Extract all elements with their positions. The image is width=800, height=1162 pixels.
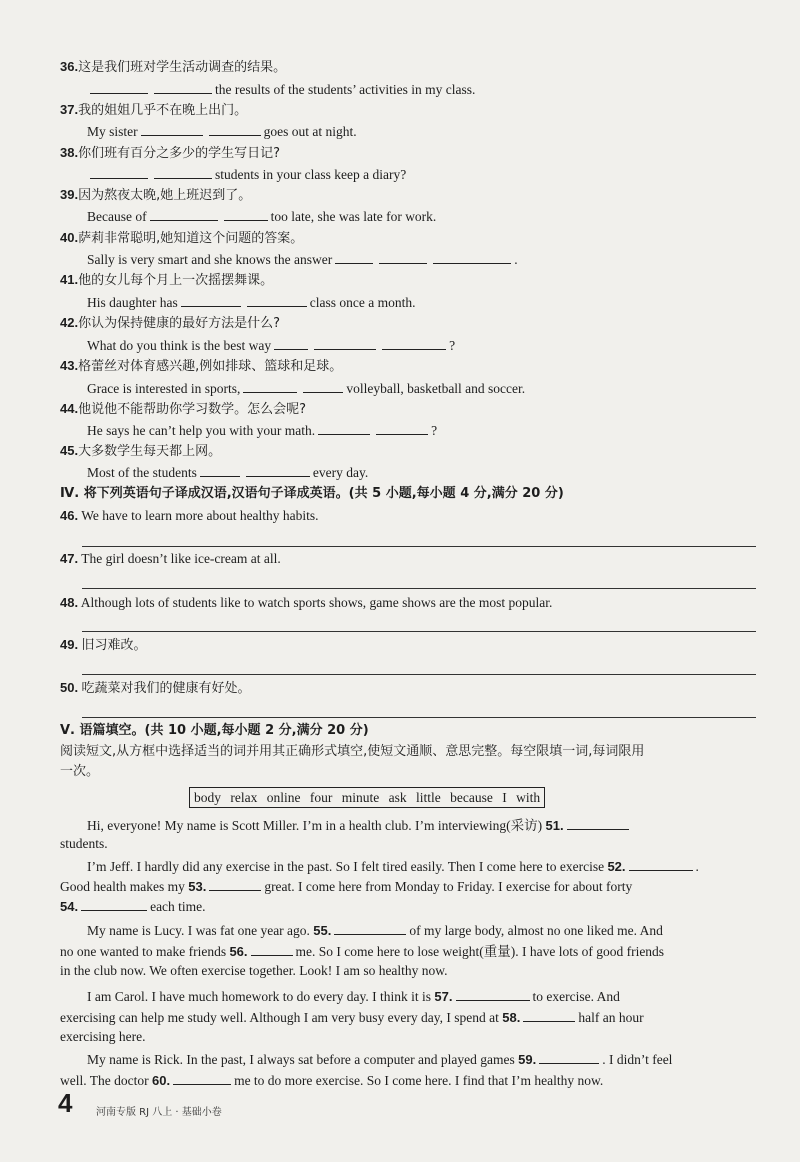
- answer-blank[interactable]: [376, 421, 428, 435]
- passage-text: well. The doctor: [60, 1073, 149, 1088]
- english-sentence: What do you think is the best way: [87, 338, 272, 353]
- answer-blank[interactable]: [141, 122, 203, 136]
- question-number: 47.: [60, 551, 79, 566]
- sentence-text: The girl doesn’t like ice-cream at all.: [81, 551, 281, 566]
- answer-line[interactable]: [82, 717, 756, 718]
- passage-line: I’m Jeff. I hardly did any exercise in the past. So I felt tired easily. Then I come here to exercise 52. .: [87, 859, 699, 874]
- passage-line: [87, 987, 620, 1006]
- question-42-cn: [60, 314, 280, 333]
- english-sentence: ?: [449, 338, 456, 353]
- answer-blank-54[interactable]: [81, 897, 147, 911]
- question-40-cn: [60, 229, 303, 248]
- answer-blank[interactable]: [318, 421, 370, 435]
- question-45-cn: [60, 442, 221, 461]
- question-number: 40.: [60, 230, 79, 245]
- chinese-sentence: 因为熬夜太晚,她上班迟到了。: [78, 188, 252, 203]
- passage-line: [60, 877, 632, 896]
- answer-line[interactable]: [82, 546, 756, 547]
- chinese-sentence: 格蕾丝对体育感兴趣,例如排球、篮球和足球。: [78, 359, 343, 374]
- chinese-sentence: 他说他不能帮助你学习数学。怎么会呢?: [78, 402, 306, 417]
- passage-line: [60, 1008, 644, 1027]
- passage-line: [60, 1028, 145, 1046]
- word-bank-item: body: [194, 790, 221, 805]
- passage-text: My name is Rick. In the past, I always sat before a computer and played games: [87, 1052, 515, 1067]
- section-5-instruction-cont: 一次。: [60, 764, 100, 779]
- english-sentence: every day.: [312, 465, 369, 480]
- passage-text: . I didn’t feel: [602, 1052, 673, 1067]
- passage-text: in the club now. We often exercise together. Look! I am so healthy now.: [60, 963, 448, 978]
- question-44-en: [87, 421, 437, 440]
- passage-text: half an hour: [578, 1010, 644, 1025]
- question-number: 49.: [60, 637, 79, 652]
- answer-line[interactable]: [82, 631, 756, 632]
- passage-text: each time.: [150, 899, 206, 914]
- english-sentence: goes out at night.: [263, 124, 357, 139]
- english-sentence: class once a month.: [309, 295, 416, 310]
- answer-blank[interactable]: [303, 379, 343, 393]
- word-bank-item: relax: [230, 790, 258, 805]
- answer-blank[interactable]: [90, 165, 148, 179]
- answer-blank[interactable]: [154, 165, 212, 179]
- english-sentence: Sally is very smart and she knows the answer: [87, 252, 333, 267]
- passage-line: [60, 835, 108, 853]
- answer-blank[interactable]: [150, 207, 218, 221]
- question-41-en: [87, 293, 415, 312]
- question-45-en: [87, 463, 368, 482]
- question-number: 45.: [60, 443, 79, 458]
- blank-number: 60.: [151, 1073, 171, 1088]
- section-5-heading: Ⅴ. 语篇填空。(共 10 小题,每小题 2 分,满分 20 分): [60, 723, 369, 738]
- english-sentence: students in your class keep a diary?: [215, 167, 407, 182]
- blank-number: 59.: [518, 1052, 537, 1067]
- question-number: 36.: [60, 59, 79, 74]
- english-sentence: Most of the students: [87, 465, 197, 480]
- passage-text: exercising can help me study well. Although I am very busy every day, I spend at: [60, 1010, 499, 1025]
- section-4-heading: Ⅳ. 将下列英语句子译成汉语,汉语句子译成英语。(共 5 小题,每小题 4 分,满分 20 分): [60, 486, 564, 501]
- answer-blank[interactable]: [209, 122, 261, 136]
- answer-blank[interactable]: [247, 293, 307, 307]
- passage-text: me to do more exercise. So I come here. I find that I’m healthy now.: [234, 1073, 604, 1088]
- answer-blank[interactable]: [314, 336, 376, 350]
- chinese-sentence: 这是我们班对学生活动调查的结果。: [78, 60, 287, 75]
- question-number: 37.: [60, 102, 79, 117]
- blank-number: 52.: [607, 859, 626, 874]
- answer-blank-60[interactable]: [173, 1071, 231, 1085]
- answer-blank-51[interactable]: [567, 816, 629, 830]
- chinese-sentence: 大多数学生每天都上网。: [78, 444, 222, 459]
- question-number: 38.: [60, 145, 79, 160]
- question-43-en: [87, 379, 525, 398]
- english-sentence: His daughter has: [87, 295, 178, 310]
- blank-number: 57.: [434, 989, 453, 1004]
- english-sentence: the results of the students’ activities in my class.: [215, 82, 476, 97]
- answer-blank[interactable]: [382, 336, 446, 350]
- question-49: [60, 636, 146, 655]
- answer-blank[interactable]: [274, 336, 308, 350]
- blank-number: 58.: [502, 1010, 521, 1025]
- passage-line: [60, 942, 664, 961]
- sentence-text: 旧习难改。: [81, 638, 147, 653]
- passage-text: My name is Lucy. I was fat one year ago.: [87, 923, 310, 938]
- sentence-text: We have to learn more about healthy habits.: [81, 508, 319, 523]
- question-48: [60, 594, 552, 612]
- answer-blank[interactable]: [181, 293, 241, 307]
- passage-text: to exercise. And: [532, 989, 620, 1004]
- question-44-cn: [60, 400, 306, 419]
- english-sentence: Grace is interested in sports,: [87, 381, 241, 396]
- passage-text: I’m Jeff. I hardly did any exercise in the past. So I felt tired easily. Then I come here to exercise: [87, 859, 605, 874]
- word-bank-item: little: [415, 790, 441, 805]
- question-number: 42.: [60, 315, 79, 330]
- english-sentence: He says he can’t help you with your math.: [87, 423, 316, 438]
- blank-number: 51.: [545, 818, 564, 833]
- question-39-cn: [60, 186, 251, 205]
- passage-line: [60, 1071, 603, 1090]
- answer-blank[interactable]: [154, 80, 212, 94]
- answer-blank[interactable]: [200, 463, 240, 477]
- passage-text: exercising here.: [60, 1029, 146, 1044]
- answer-blank[interactable]: [90, 80, 148, 94]
- question-41-cn: [60, 271, 273, 290]
- passage-text: Good health makes my: [60, 879, 185, 894]
- passage-text: students.: [60, 836, 108, 851]
- answer-blank[interactable]: [379, 250, 427, 264]
- answer-blank-53[interactable]: [209, 877, 261, 891]
- english-sentence: My sister: [87, 124, 138, 139]
- question-42-en: [87, 336, 455, 355]
- question-36-cn: [60, 58, 286, 77]
- word-bank-box: [189, 787, 545, 808]
- word-bank-item: ask: [388, 790, 407, 805]
- section-5-instruction: 阅读短文,从方框中选择适当的词并用其正确形式填空,使短文通顺、意思完整。每空限填一词,每词限用: [60, 744, 645, 759]
- answer-blank[interactable]: [224, 207, 268, 221]
- english-sentence: .: [514, 252, 518, 267]
- passage-line: [87, 1050, 672, 1069]
- chinese-sentence: 我的姐姐几乎不在晚上出门。: [78, 103, 248, 118]
- answer-blank-57[interactable]: [456, 987, 530, 1001]
- english-sentence: Because of: [87, 209, 147, 224]
- chinese-sentence: 你们班有百分之多少的学生写日记?: [78, 146, 280, 161]
- passage-line: [87, 921, 663, 940]
- footer-caption: 河南专版 RJ 八上 · 基础小卷: [96, 1107, 222, 1118]
- word-bank-item: online: [266, 790, 301, 805]
- question-40-en: [87, 250, 518, 269]
- answer-blank-55[interactable]: [334, 921, 406, 935]
- chinese-sentence: 你认为保持健康的最好方法是什么?: [78, 316, 280, 331]
- question-38-cn: [60, 144, 280, 163]
- answer-blank[interactable]: [243, 379, 297, 393]
- word-bank-item: four: [309, 790, 333, 805]
- answer-blank[interactable]: [433, 250, 511, 264]
- passage-line: [87, 816, 632, 835]
- question-43-cn: [60, 357, 342, 376]
- english-sentence: volleyball, basketball and soccer.: [346, 381, 526, 396]
- passage-line: [60, 897, 206, 916]
- english-sentence: too late, she was late for work.: [270, 209, 437, 224]
- question-number: 46.: [60, 508, 79, 523]
- word-bank-item: because: [450, 790, 493, 805]
- answer-blank-59[interactable]: [539, 1050, 599, 1064]
- chinese-sentence: 萨莉非常聪明,她知道这个问题的答案。: [78, 231, 304, 246]
- answer-blank[interactable]: [246, 463, 310, 477]
- question-number: 39.: [60, 187, 79, 202]
- question-50: [60, 679, 250, 698]
- word-bank-item: with: [516, 790, 541, 805]
- sentence-text: Although lots of students like to watch sports shows, game shows are the most popular.: [80, 595, 553, 610]
- english-sentence: ?: [431, 423, 438, 438]
- question-46: [60, 507, 319, 525]
- blank-number: 54.: [60, 899, 79, 914]
- passage-text: Hi, everyone! My name is Scott Miller. I’m in a health club. I’m interviewing(采访): [87, 818, 543, 833]
- passage-text: no one wanted to make friends: [60, 944, 227, 959]
- question-37-cn: [60, 101, 247, 120]
- answer-blank-56[interactable]: [251, 942, 293, 956]
- question-36-en: [87, 80, 475, 99]
- blank-number: 55.: [313, 923, 332, 938]
- passage-text: I am Carol. I have much homework to do every day. I think it is: [87, 989, 432, 1004]
- answer-blank-58[interactable]: [523, 1008, 575, 1022]
- answer-blank-52[interactable]: [629, 857, 693, 871]
- question-number: 48.: [60, 595, 79, 610]
- question-number: 50.: [60, 680, 79, 695]
- passage-text: great. I come here from Monday to Friday. I exercise for about forty: [264, 879, 633, 894]
- answer-line[interactable]: [82, 588, 756, 589]
- word-bank-item: minute: [341, 790, 380, 805]
- question-47: [60, 550, 281, 568]
- blank-number: 56.: [229, 944, 248, 959]
- chinese-sentence: 他的女儿每个月上一次摇摆舞课。: [78, 273, 274, 288]
- question-number: 43.: [60, 358, 79, 373]
- passage-line: [60, 962, 448, 980]
- passage-text: of my large body, almost no one liked me. And: [409, 923, 663, 938]
- blank-number: 53.: [188, 879, 207, 894]
- sentence-text: 吃蔬菜对我们的健康有好处。: [81, 681, 251, 696]
- answer-line[interactable]: [82, 674, 756, 675]
- answer-blank[interactable]: [335, 250, 373, 264]
- word-bank-item: I: [502, 790, 507, 805]
- question-number: 41.: [60, 272, 79, 287]
- question-number: 44.: [60, 401, 79, 416]
- passage-text: me. So I come here to lose weight(重量). I have lots of good friends: [295, 944, 665, 959]
- page-number: 4: [58, 1088, 73, 1118]
- question-38-en: [87, 165, 406, 184]
- question-39-en: [87, 207, 436, 226]
- question-37-en: [87, 122, 357, 141]
